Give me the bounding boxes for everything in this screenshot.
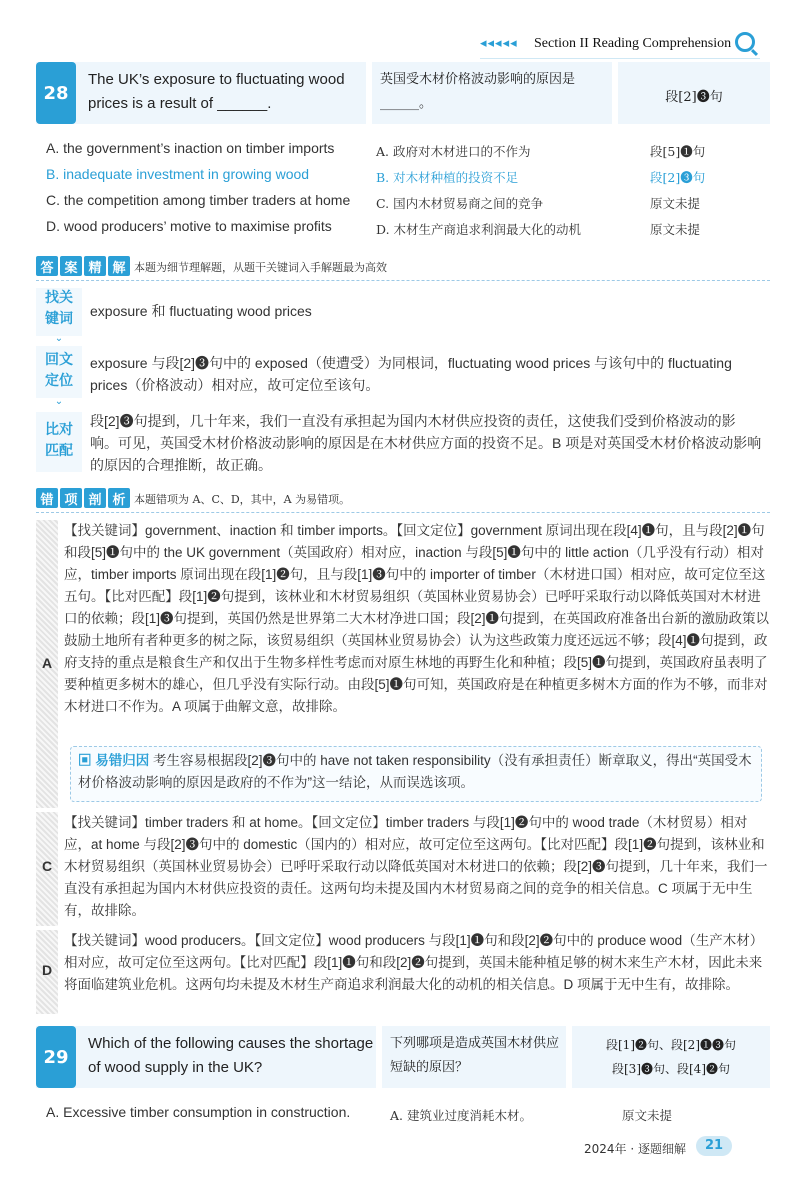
option-b-en: B. inadequate investment in growing wood [46, 166, 310, 182]
option-c-en: C. the competition among timber traders at home [46, 192, 351, 208]
q29-stem-cn: 下列哪项是造成英国木材供应短缺的原因？ [390, 1036, 560, 1075]
divider [366, 62, 372, 124]
tag-char: 精 [84, 256, 106, 276]
section-divider [36, 512, 770, 513]
question-number: 29 [36, 1026, 76, 1088]
q29-stem-location-1: 段[1]❷句、段[2]❶❸句 [606, 1038, 736, 1052]
error-tip-text [78, 750, 756, 798]
step-keyword-text: exposure 和 fluctuating wood prices [90, 303, 312, 319]
section-title: Section II Reading Comprehension [534, 36, 732, 51]
option-d-en: D. wood producers’ motive to maximise profits [46, 218, 332, 234]
page-number: 21 [696, 1136, 732, 1156]
q28-stem-location: 段[2]❸句 [665, 90, 723, 105]
answer-analysis-tag [36, 256, 130, 276]
tag-char: 案 [60, 256, 82, 276]
error-a-text: 【找关键词】government、inaction 和 timber imports。【回文定位】government 原词出现在段[4]❶句，且与段[2]❶句和段[5]❶句中的 the UK government（英国政府）相对应，inaction 与段[5]❶句中的 little action（几乎没有行动）相对应，timber imports 原词出现在段[1]❷句，且与段[1]❸句中的 importer of timber（木材进口国）相对应，故可定位至这五句。【比对匹配】段[1]❷句提到，该林业和木材贸易组织（英国林业贸易协会）已呼吁采取行动以降低英国对木材进口的依赖；段[1]❸句提到，英国仍然是世界第二大木材净进口国；段[2]❶句提到，在英国政府准备出台新的激励政策以鼓励土地所有者种更多的树之际，该贸易组织（英国林业贸易协会）认为这些政策力度还远远不够；段[4]❶句提到，政府支持的重点是粮食生产和仅出于生物多样性考虑而对原生林地的再野生化和种植；段[5]❶句提到，英国政府虽表明了要种植更多树木的雄心，但几乎没有实际行动。由段[5]❶句可知，英国政府是在种植更多树木方面的作为不够，而非对木材进口不作为。A 项属于曲解文意，故排除。 [64, 523, 770, 714]
option-b-cn: B. 对木材种植的投资不足 [376, 170, 519, 185]
answer-analysis-note: 本题为细节理解题，从题干关键词入手解题最为高效 [134, 261, 387, 274]
q29-option-a-location: 原文未提 [622, 1108, 673, 1123]
error-c-letter: C [42, 858, 53, 874]
tag-char: 析 [108, 488, 130, 508]
chevron-down-icon: ⌄ [54, 396, 64, 407]
chevron-down-icon: ⌄ [54, 333, 64, 344]
question-number: 28 [36, 62, 76, 124]
step-locate-label: 回文定位 [45, 352, 73, 389]
option-d-cn: D. 木材生产商追求利润最大化的动机 [376, 222, 582, 237]
option-c-cn: C. 国内木材贸易商之间的竞争 [376, 196, 544, 211]
step-match-label: 比对匹配 [45, 422, 73, 459]
option-b-location: 段[2]❸句 [650, 170, 706, 185]
q29-option-a-en: A. Excessive timber consumption in construction. [46, 1104, 351, 1120]
q29-option-a-cn: A. 建筑业过度消耗木材。 [390, 1108, 532, 1123]
error-analysis-note: 本题错项为 A、C、D，其中，A 为易错项。 [134, 493, 351, 506]
option-d-location: 原文未提 [650, 222, 701, 237]
option-a-location: 段[5]❶句 [650, 144, 706, 159]
option-a-cn: A. 政府对木材进口的不作为 [376, 144, 531, 159]
option-a-en: A. the government’s inaction on timber imports [46, 140, 335, 156]
tag-char: 剖 [84, 488, 106, 508]
header-divider [480, 58, 760, 59]
error-tip-label: 易错归因 [95, 753, 150, 768]
error-c-text: 【找关键词】timber traders 和 at home。【回文定位】timber traders 与段[1]❷句中的 wood trade（木材贸易）相对应，at home 与段[2]❸句中的 domestic（国内的）相对应，故可定位至这两句。【比对匹配】段[1]❷句提到，该林业和木材贸易组织（英国林业贸易协会）已呼吁采取行动以降低英国对木材进口的依赖；段[2]❸句提到，几十年来，我们一直没有承担起为国内木材供应投资的责任。这两句均未提及国内木材贸易商之间的竞争的相关信息。C 项属于无中生有，故排除。 [64, 815, 768, 918]
step-locate-text: exposure 与段[2]❸句中的 exposed（使遭受）为同根词，fluctuating wood prices 与该句中的 fluctuating prices（价格波动）相对应，故可定位至该句。 [90, 355, 732, 393]
tag-char: 答 [36, 256, 58, 276]
error-a-letter: A [42, 655, 53, 671]
tag-char: 项 [60, 488, 82, 508]
header-arrows: ◂◂◂◂◂ [480, 36, 518, 51]
tag-char: 解 [108, 256, 130, 276]
search-icon [735, 32, 755, 52]
q28-stem-en: The UK’s exposure to fluctuating wood prices is a result of ______. [88, 71, 345, 112]
error-tip-content: 考生容易根据段[2]❸句中的 have not taken responsibility（没有承担责任）断章取义，得出“英国受木材价格波动影响的原因是政府的不作为”这一结论，从而误选该项。 [78, 753, 752, 790]
footer-text: 2024年 · 逐题细解 [584, 1142, 686, 1156]
step-match-text: 段[2]❸句提到，几十年来，我们一直没有承担起为国内木材供应投资的责任，这使我们受到价格波动的影响。可见，英国受木材价格波动影响的原因是在木材供应方面的投资不足。B 项是对英国受木材价格波动影响的原因的合理推断，故正确。 [90, 413, 762, 473]
tag-char: 错 [36, 488, 58, 508]
q28-stem-cn: 英国受木材价格波动影响的原因是______。 [380, 72, 576, 111]
q29-stem-location-2: 段[3]❸句、段[4]❷句 [612, 1062, 730, 1076]
error-analysis-tag [36, 488, 130, 508]
divider [376, 1026, 382, 1088]
section-divider [36, 280, 770, 281]
error-d-letter: D [42, 962, 53, 978]
lightbulb-icon: ▣ [78, 753, 96, 768]
q29-stem-en: Which of the following causes the shortage of wood supply in the UK? [88, 1035, 374, 1076]
step-keyword-label: 找关键词 [45, 290, 73, 327]
error-d-text: 【找关键词】wood producers。【回文定位】wood producers 与段[1]❶句和段[2]❷句中的 produce wood（生产木材）相对应，故可定位至这两句。【比对匹配】段[1]❶句和段[2]❷句提到，英国未能种植足够的树木来生产木材，因此未来将面临建筑业危机。这两句均未提及木材生产商追求利润最大化的动机的相关信息。D 项属于无中生有，故排除。 [64, 933, 764, 992]
option-c-location: 原文未提 [650, 196, 701, 211]
